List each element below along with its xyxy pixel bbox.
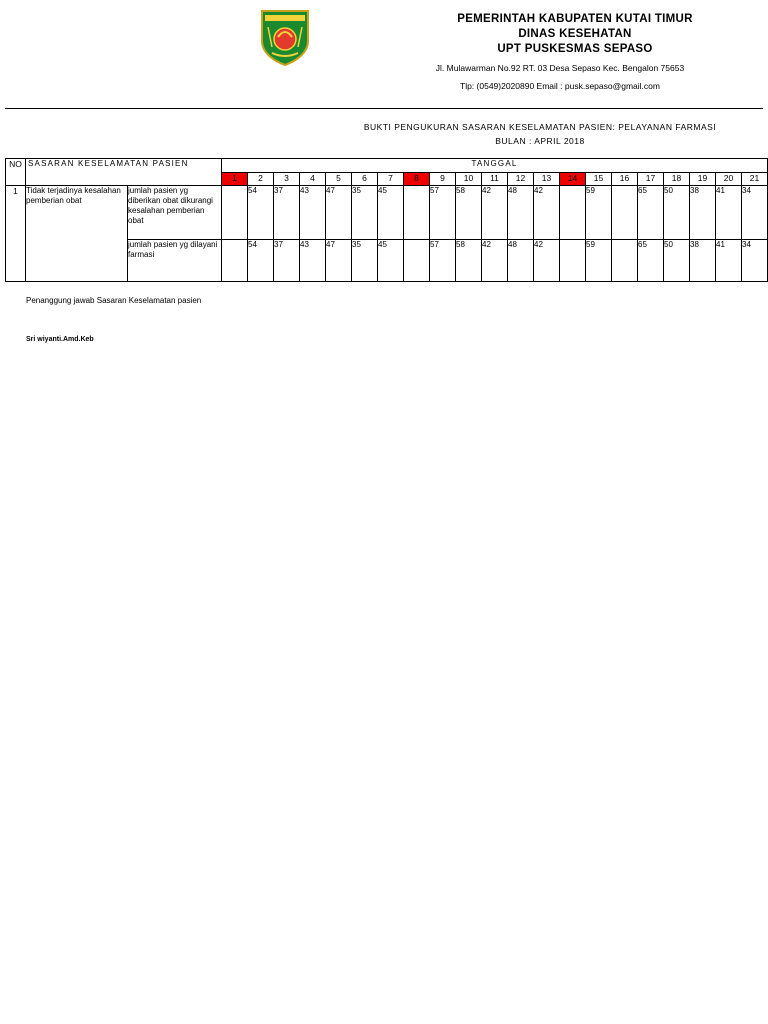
header-government: PEMERINTAH KABUPATEN KUTAI TIMUR bbox=[457, 13, 693, 25]
date-cell: 13 bbox=[534, 173, 560, 186]
date-cell: 6 bbox=[352, 173, 378, 186]
kutai-timur-crest-icon bbox=[258, 7, 312, 67]
date-cell: 1 bbox=[222, 173, 248, 186]
date-header: TANGGAL bbox=[222, 159, 768, 173]
value-cell: 42 bbox=[482, 186, 508, 240]
value-cell: 45 bbox=[378, 186, 404, 240]
header-puskesmas: UPT PUSKESMAS SEPASO bbox=[497, 43, 653, 55]
value-cell: 54 bbox=[248, 240, 274, 282]
value-cell: 42 bbox=[534, 186, 560, 240]
value-cell: 65 bbox=[638, 186, 664, 240]
date-cell: 16 bbox=[612, 173, 638, 186]
value-cell: 57 bbox=[430, 186, 456, 240]
value-cell: 50 bbox=[664, 240, 690, 282]
value-cell: 42 bbox=[534, 240, 560, 282]
date-cell: 5 bbox=[326, 173, 352, 186]
value-cell bbox=[222, 186, 248, 240]
value-cell: 38 bbox=[690, 240, 716, 282]
value-cell: 59 bbox=[586, 186, 612, 240]
value-cell: 48 bbox=[508, 186, 534, 240]
value-cell: 47 bbox=[326, 240, 352, 282]
date-cell: 4 bbox=[300, 173, 326, 186]
header-address: Jl. Mulawarman No.92 RT. 03 Desa Sepaso Kec. Bengalon 75653 bbox=[435, 63, 685, 73]
value-cell: 41 bbox=[716, 186, 742, 240]
target-description: Tidak terjadinya kesalahan pemberian obat bbox=[26, 186, 128, 282]
date-cell: 8 bbox=[404, 173, 430, 186]
target-header: SASARAN KESELAMATAN PASIEN bbox=[26, 159, 222, 186]
value-cell: 45 bbox=[378, 240, 404, 282]
value-cell bbox=[560, 240, 586, 282]
date-cell: 7 bbox=[378, 173, 404, 186]
responsible-label: Penanggung jawab Sasaran Keselamatan pasien bbox=[26, 296, 202, 305]
date-cell: 21 bbox=[742, 173, 768, 186]
value-cell: 54 bbox=[248, 186, 274, 240]
value-cell: 50 bbox=[664, 186, 690, 240]
date-cell: 11 bbox=[482, 173, 508, 186]
value-cell: 37 bbox=[274, 240, 300, 282]
value-cell: 35 bbox=[352, 186, 378, 240]
date-cell: 15 bbox=[586, 173, 612, 186]
value-cell bbox=[404, 186, 430, 240]
value-cell: 34 bbox=[742, 240, 768, 282]
value-cell: 65 bbox=[638, 240, 664, 282]
date-cell: 2 bbox=[248, 173, 274, 186]
value-cell: 42 bbox=[482, 240, 508, 282]
table-row bbox=[6, 186, 768, 240]
date-cell: 20 bbox=[716, 173, 742, 186]
value-cell: 38 bbox=[690, 186, 716, 240]
date-cell: 17 bbox=[638, 173, 664, 186]
value-cell: 34 bbox=[742, 186, 768, 240]
date-cell: 19 bbox=[690, 173, 716, 186]
value-cell: 57 bbox=[430, 240, 456, 282]
value-cell bbox=[560, 186, 586, 240]
header-department: DINAS KESEHATAN bbox=[518, 28, 632, 40]
indicator-numerator: jumlah pasien yg diberikan obat dikurangi kesalahan pemberian obat bbox=[128, 186, 222, 240]
date-cell: 10 bbox=[456, 173, 482, 186]
value-cell bbox=[612, 240, 638, 282]
report-title: BUKTI PENGUKURAN SASARAN KESELAMATAN PASIEN: PELAYANAN FARMASI bbox=[363, 122, 717, 132]
value-cell: 41 bbox=[716, 240, 742, 282]
measurement-table bbox=[5, 158, 768, 282]
row-number: 1 bbox=[6, 186, 26, 282]
date-cell: 14 bbox=[560, 173, 586, 186]
indicator-denominator: jumlah pasien yg dilayani farmasi bbox=[128, 240, 222, 282]
value-cell: 43 bbox=[300, 186, 326, 240]
value-cell: 47 bbox=[326, 186, 352, 240]
header-divider bbox=[5, 108, 763, 109]
value-cell: 43 bbox=[300, 240, 326, 282]
date-cell: 18 bbox=[664, 173, 690, 186]
value-cell bbox=[612, 186, 638, 240]
date-cell: 3 bbox=[274, 173, 300, 186]
no-header: NO bbox=[6, 159, 26, 186]
value-cell: 58 bbox=[456, 240, 482, 282]
value-cell: 37 bbox=[274, 186, 300, 240]
date-cell: 9 bbox=[430, 173, 456, 186]
date-cell: 12 bbox=[508, 173, 534, 186]
value-cell: 35 bbox=[352, 240, 378, 282]
value-cell bbox=[222, 240, 248, 282]
report-month: BULAN : APRIL 2018 bbox=[495, 136, 585, 146]
value-cell bbox=[404, 240, 430, 282]
value-cell: 58 bbox=[456, 186, 482, 240]
signatory-name: Sri wiyanti.Amd.Keb bbox=[26, 336, 94, 343]
header-contact: Tlp: (0549)2020890 Email : pusk.sepaso@gmail.com bbox=[460, 81, 660, 91]
value-cell: 48 bbox=[508, 240, 534, 282]
value-cell: 59 bbox=[586, 240, 612, 282]
